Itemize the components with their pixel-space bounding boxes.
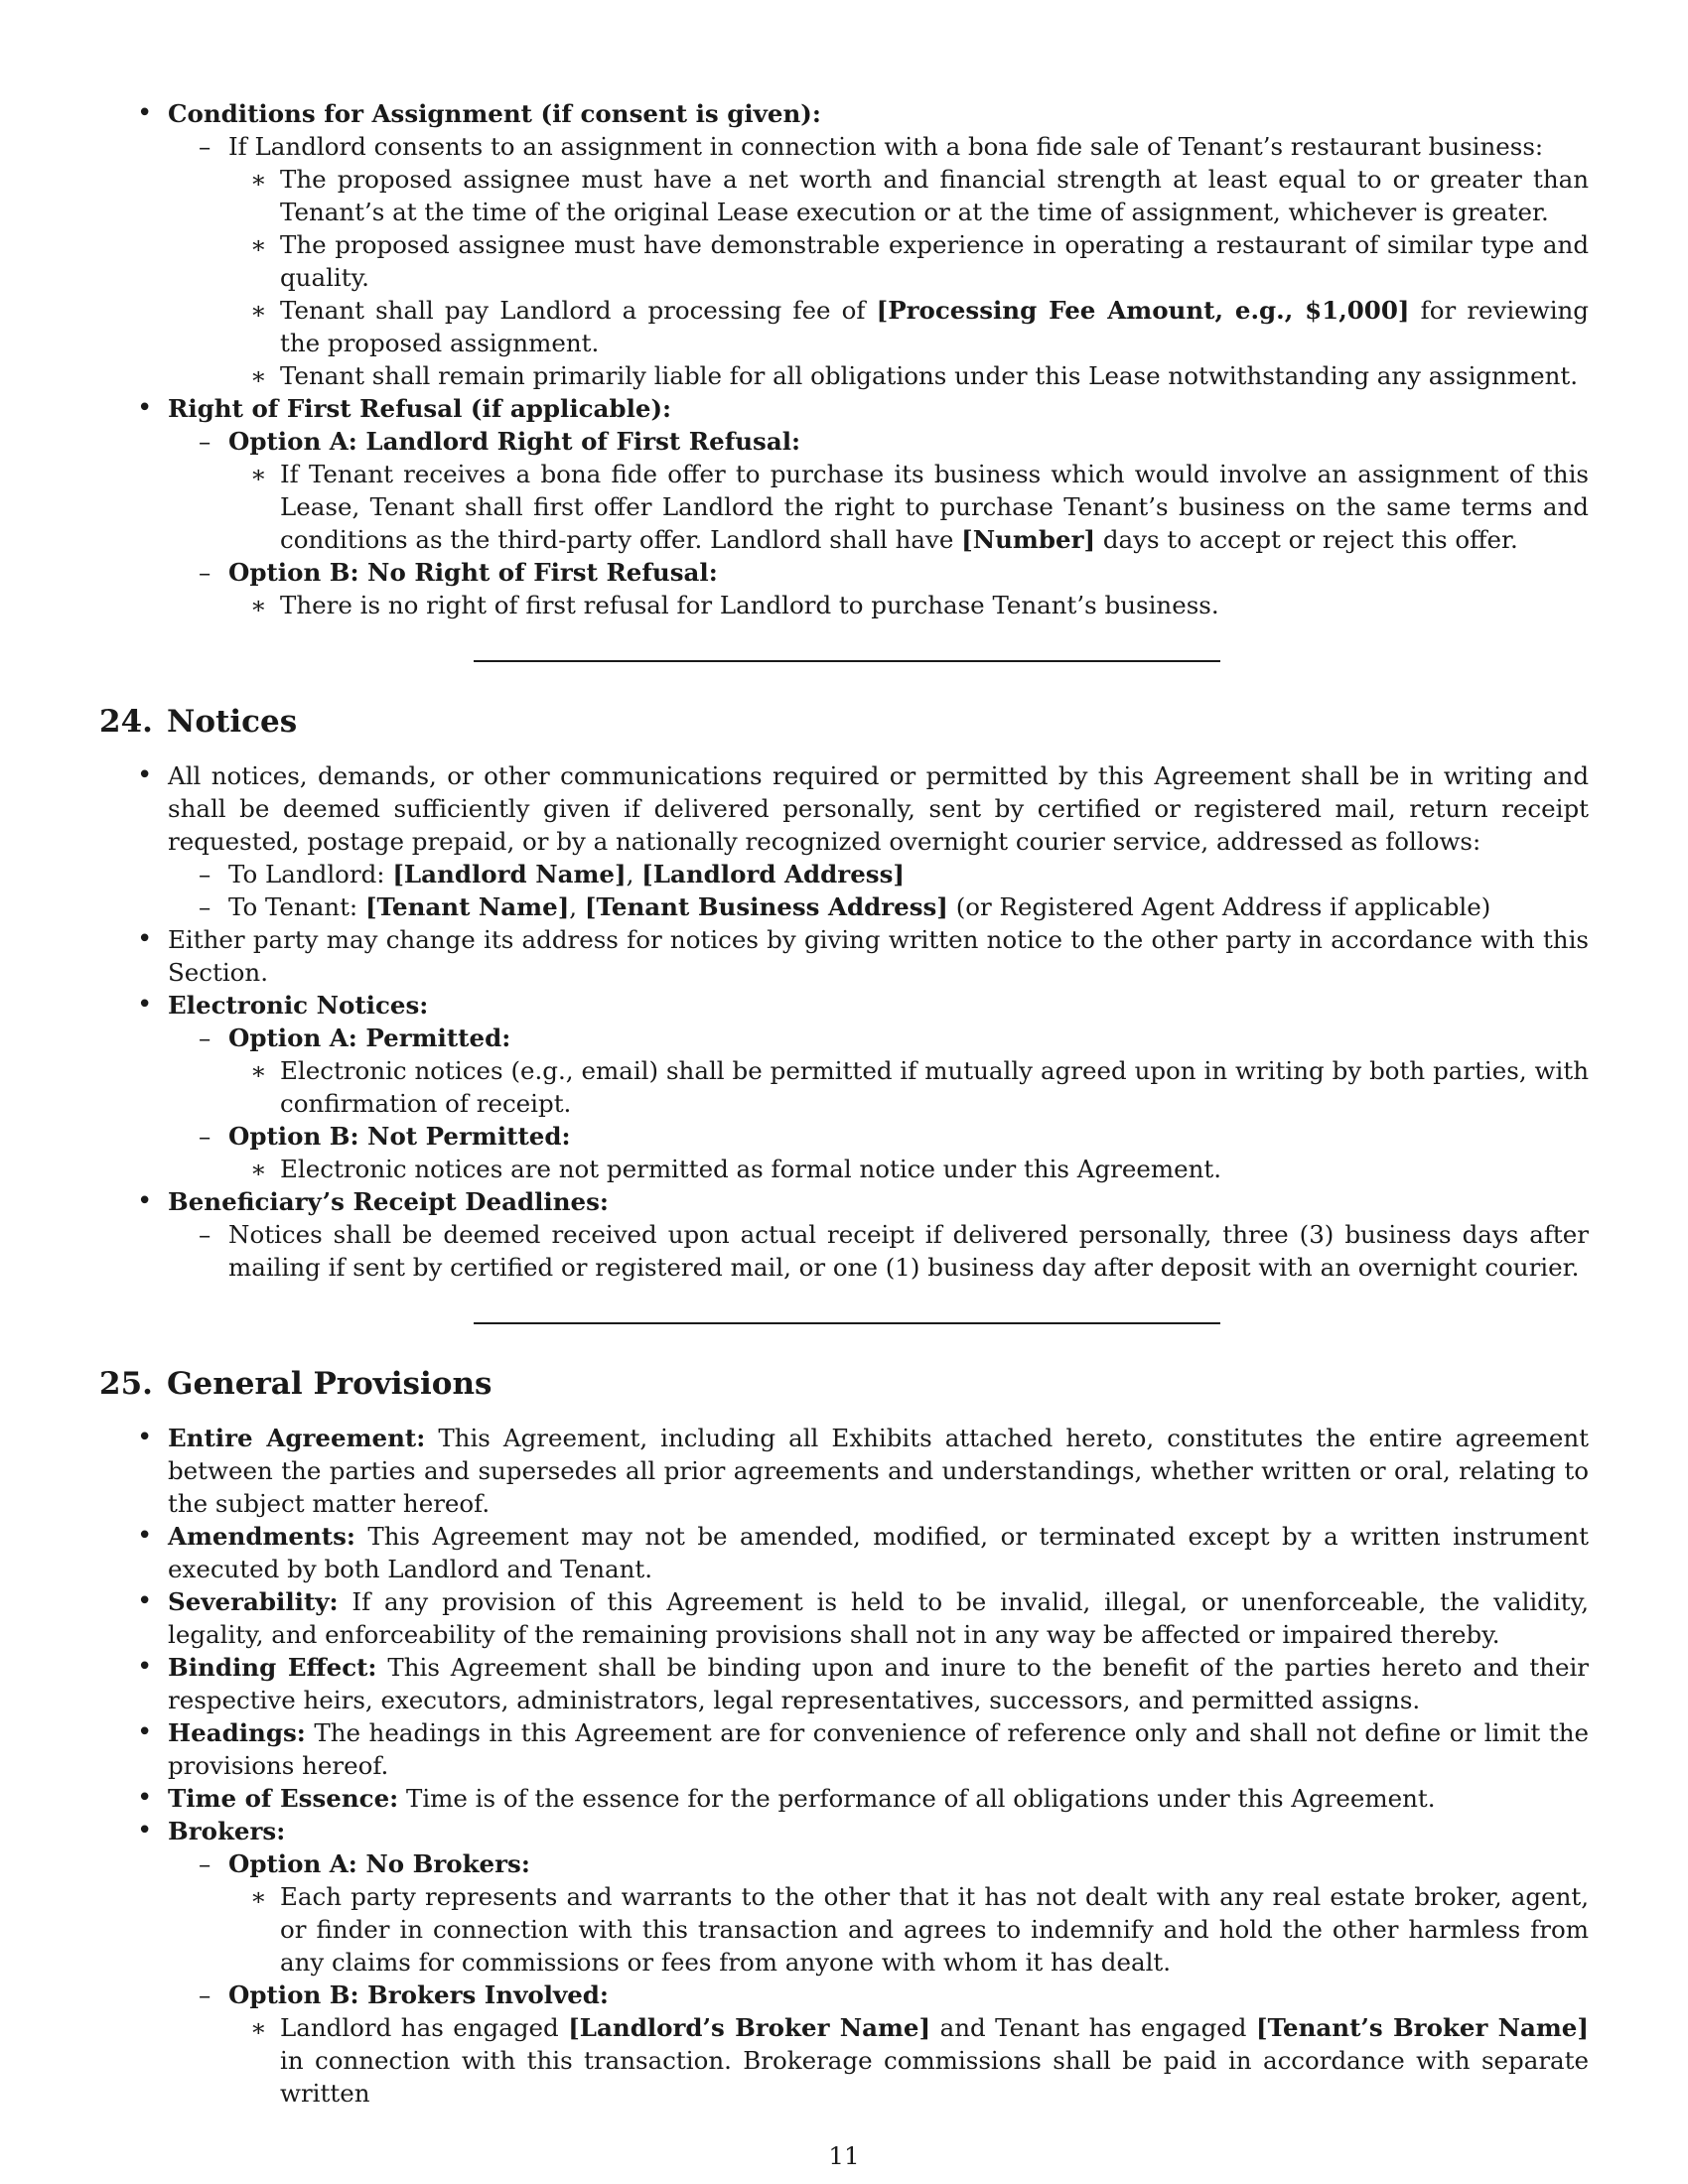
bullet: • — [137, 1783, 153, 1813]
star: ∗ — [250, 2013, 267, 2042]
notice-landlord-address: – To Landlord: [Landlord Name], [Landlord Address] — [199, 860, 905, 888]
electronic-option-b: – Option B: Not Permitted: — [199, 1122, 571, 1151]
electronic-option-a-text: ∗ Electronic notices (e.g., email) shall be permitted if mutually agreed upon in writing by both parties, with confirmation of receipt. — [250, 1056, 1589, 1118]
bullet: • — [137, 1816, 153, 1845]
bullet: • — [137, 1586, 153, 1616]
tenant-address-placeholder: [Tenant Business Address] — [584, 892, 948, 921]
page-number: 11 — [828, 2141, 860, 2170]
assignment-conditions-item — [99, 97, 1589, 130]
star: ∗ — [250, 1155, 267, 1183]
dash: – — [199, 1980, 211, 2009]
assignment-conditions-heading: Conditions for Assignment (if consent is given): — [168, 99, 821, 128]
dash: – — [199, 558, 211, 587]
dash: – — [199, 1220, 211, 1249]
rofr-option-a-text: ∗ If Tenant receives a bona fide offer to purchase its business which would involve an assignment of this Lease, Tenant shall first offer Landlord the right to purchase Tenant’s business on the same terms and conditions as the third-party offer. Landlord shall have [Number] days to accept or reject this offer. — [250, 460, 1589, 554]
brokers-option-a: – Option A: No Brokers: — [199, 1849, 530, 1878]
rofr-option-b-text: ∗ There is no right of first refusal for Landlord to purchase Tenant’s business. — [250, 591, 1219, 619]
landlord-address-placeholder: [Landlord Address] — [641, 860, 905, 888]
dash: – — [199, 427, 211, 456]
star: ∗ — [250, 591, 267, 619]
rofr-item — [99, 392, 1589, 425]
tenant-broker-placeholder: [Tenant’s Broker Name] — [1255, 2013, 1589, 2042]
days-number-placeholder: [Number] — [961, 525, 1096, 554]
headings-item: • Headings: The headings in this Agreement are for convenience of reference only and shall not define or limit the provisions hereof. — [137, 1717, 1589, 1780]
entire-agreement-item: • Entire Agreement: This Agreement, including all Exhibits attached hereto, constitutes the entire agreement between the parties and supersedes all prior agreements and understandings, whether written or oral, relating to the subject matter hereof. — [137, 1423, 1590, 1518]
tenant-name-placeholder: [Tenant Name] — [364, 892, 570, 921]
landlord-name-placeholder: [Landlord Name] — [392, 860, 627, 888]
star: ∗ — [250, 361, 267, 390]
landlord-broker-placeholder: [Landlord’s Broker Name] — [568, 2013, 931, 2042]
brokers-option-b-text: ∗ Landlord has engaged [Landlord’s Broker Name] and Tenant has engaged [Tenant’s Broker Name] in connection with this transaction. Brokerage commissions shall be paid in accordance with separate written — [250, 2013, 1589, 2108]
star: ∗ — [250, 1056, 267, 1085]
processing-fee-placeholder: [Processing Fee Amount, e.g., $1,000] — [876, 296, 1410, 325]
assignment-condition-1: ∗ The proposed assignee must have a net worth and financial strength at least equal to or greater than Tenant’s at the time of the original Lease execution or at the time of assignment, whichever is greater. — [250, 165, 1589, 226]
bullet: • — [137, 1186, 153, 1216]
assignment-intro: – If Landlord consents to an assignment in connection with a bona fide sale of Tenant’s restaurant business: — [199, 132, 1544, 161]
star: ∗ — [250, 460, 267, 488]
time-of-essence-item: • Time of Essence: Time is of the essence for the performance of all obligations under this Agreement. — [137, 1783, 1436, 1813]
section-heading-notices: 24. Notices — [99, 704, 298, 740]
notices-paragraph-1: • All notices, demands, or other communications required or permitted by this Agreement shall be in writing and shall be deemed sufficiently given if delivered personally, sent by certified or registered mail, return receipt requested, postage prepaid, or by a nationally recognized overnight courier service, addressed as follows: — [137, 760, 1589, 856]
assignment-condition-3: ∗ Tenant shall pay Landlord a processing fee of [Processing Fee Amount, e.g., $1,000] for reviewing the proposed assignment. — [250, 296, 1589, 357]
brokers-option-a-text: ∗ Each party represents and warrants to the other that it has not dealt with any real estate broker, agent, or finder in connection with this transaction and agrees to indemnify and hold the other harmless from any claims for commissions or fees from anyone with whom it has dealt. — [250, 1882, 1589, 1977]
brokers-option-b: – Option B: Brokers Involved: — [199, 1980, 609, 2009]
bullet: • — [137, 1652, 153, 1682]
rofr-option-a: – Option A: Landlord Right of First Refusal: — [199, 427, 801, 456]
bullet: • — [137, 1423, 153, 1452]
dash: – — [199, 860, 211, 888]
receipt-deadlines-item: • Beneficiary’s Receipt Deadlines: — [137, 1186, 609, 1216]
section-divider — [474, 1322, 1220, 1324]
section-heading-general-provisions: 25. General Provisions — [99, 1366, 492, 1402]
bullet: • — [137, 990, 153, 1020]
assignment-condition-4: ∗ Tenant shall remain primarily liable for all obligations under this Lease notwithstanding any assignment. — [250, 361, 1579, 390]
star: ∗ — [250, 165, 267, 194]
rofr-heading: Right of First Refusal (if applicable): — [168, 394, 672, 423]
electronic-option-a: – Option A: Permitted: — [199, 1024, 511, 1052]
bullet: • — [137, 924, 153, 954]
star: ∗ — [250, 1882, 267, 1911]
receipt-deadlines-text: – Notices shall be deemed received upon actual receipt if delivered personally, three (3) business days after mailing if sent by certified or registered mail, or one (1) business day after deposit with an overnight courier. — [199, 1220, 1589, 1282]
brokers-item: • Brokers: — [137, 1816, 286, 1845]
amendments-item: • Amendments: This Agreement may not be amended, modified, or terminated except by a written instrument executed by both Landlord and Tenant. — [137, 1521, 1589, 1583]
bullet: • — [137, 760, 153, 790]
dash: – — [199, 1122, 211, 1151]
electronic-option-b-text: ∗ Electronic notices are not permitted as formal notice under this Agreement. — [250, 1155, 1222, 1183]
bullet: • — [137, 393, 153, 423]
bullet: • — [137, 1717, 153, 1747]
assignment-condition-2: ∗ The proposed assignee must have demonstrable experience in operating a restaurant of similar type and quality. — [250, 230, 1589, 292]
section-divider — [474, 660, 1220, 662]
binding-effect-item: • Binding Effect: This Agreement shall be binding upon and inure to the benefit of the parties hereto and their respective heirs, executors, administrators, legal representatives, successors, and permitted assigns. — [137, 1652, 1589, 1714]
severability-item: • Severability: If any provision of this Agreement is held to be invalid, illegal, or unenforceable, the validity, legality, and enforceability of the remaining provisions shall not in any way be affected or impaired thereby. — [137, 1586, 1589, 1649]
electronic-notices-item: • Electronic Notices: — [137, 990, 429, 1020]
rofr-option-b: – Option B: No Right of First Refusal: — [199, 558, 718, 587]
page-content — [99, 97, 1589, 2110]
bullet: • — [137, 1521, 153, 1551]
notice-tenant-address: – To Tenant: [Tenant Name], [Tenant Business Address] (or Registered Agent Address if applicable) — [199, 892, 1491, 921]
dash: – — [199, 892, 211, 921]
dash: – — [199, 1024, 211, 1052]
star: ∗ — [250, 230, 267, 259]
dash: – — [199, 1849, 211, 1878]
star: ∗ — [250, 296, 267, 325]
dash: – — [199, 132, 211, 161]
bullet: • — [137, 98, 153, 128]
notices-paragraph-2: • Either party may change its address for notices by giving written notice to the other party in accordance with this Section. — [137, 924, 1589, 987]
